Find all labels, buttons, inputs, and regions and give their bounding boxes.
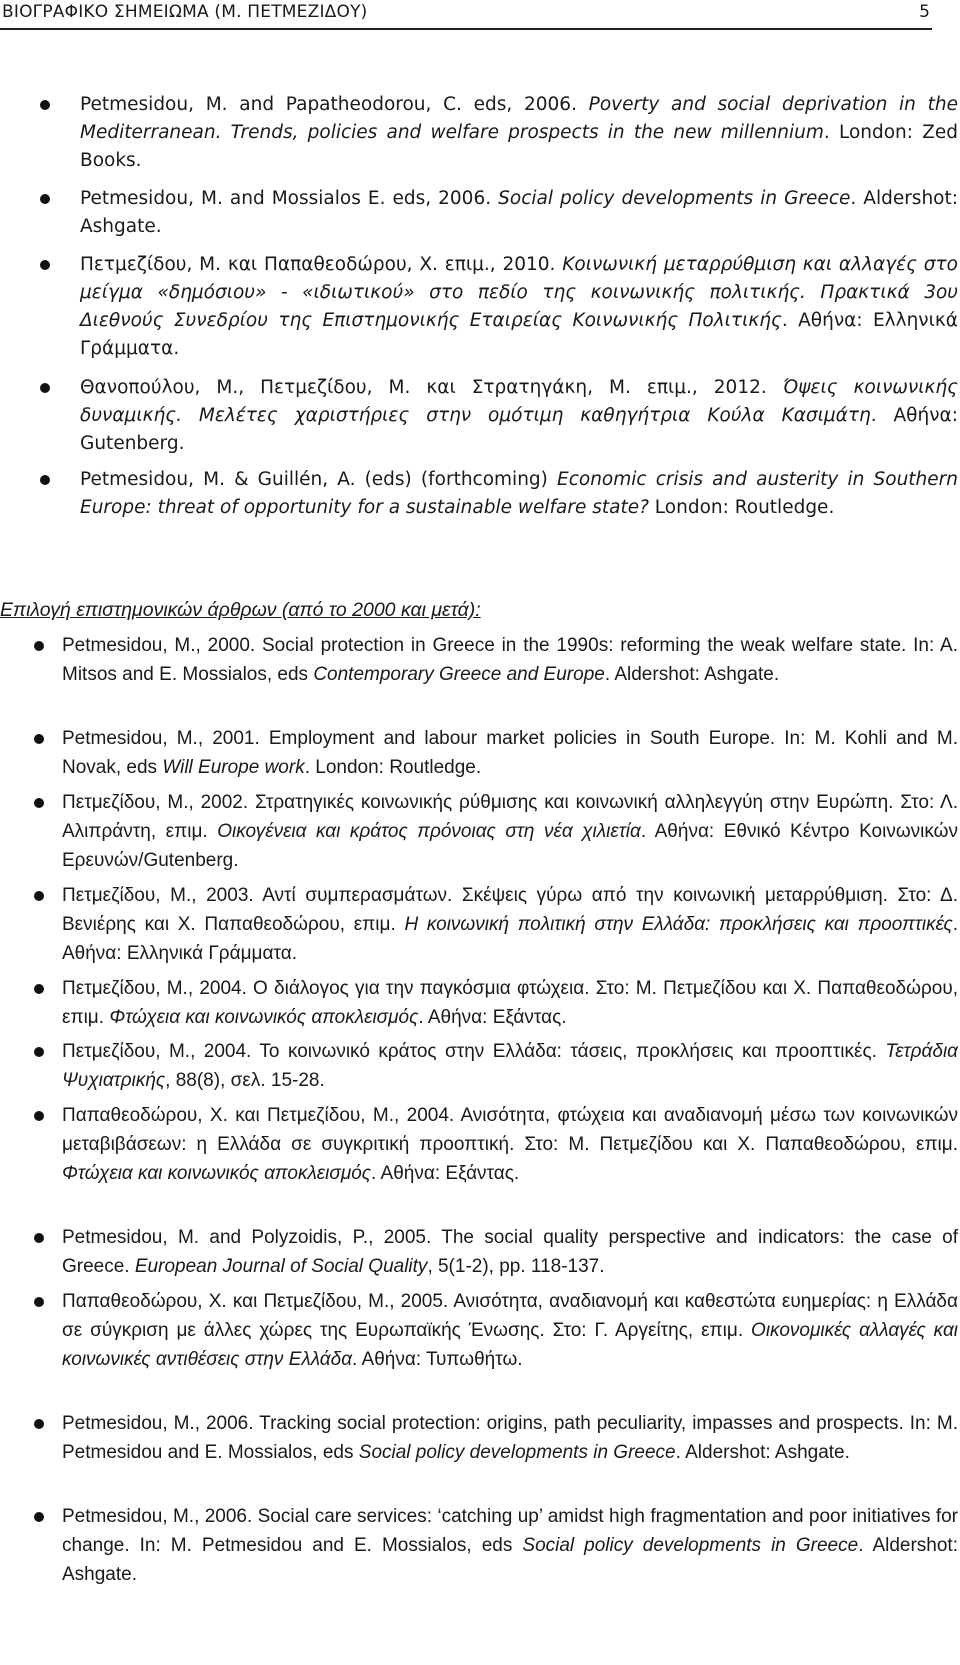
entry-text: Πετμεζίδου, Μ., 2004. Ο διάλογος για την παγκόσμια φτώχεια. Στο: Μ. Πετμεζίδου και Χ. Παπαθεοδώρου, επιμ. <box>62 978 958 1028</box>
bullet-icon <box>34 1419 44 1429</box>
bullet-icon <box>34 984 44 994</box>
entry-text: Petmesidou, M. and Mossialos E. eds, 2006. <box>80 188 499 209</box>
entry-text: Πετμεζίδου, Μ., 2003. Αντί συμπερασμάτων. Σκέψεις γύρω από την κοινωνική μεταρρύθμιση. Στο: Δ. Βενιέρης και Χ. Παπαθεοδώρου, επιμ. <box>62 885 958 935</box>
article-entry <box>62 631 958 689</box>
bullet-icon <box>34 1512 44 1522</box>
header-title: ΒΙΟΓΡΑΦΙΚΟ ΣΗΜΕΙΩΜΑ (Μ. ΠΕΤΜΕΖΙΔΟΥ) <box>2 2 368 22</box>
entry-text: London: Routledge. <box>648 497 835 518</box>
book-entry <box>80 91 958 175</box>
article-entry <box>62 1502 958 1589</box>
entry-text: Πετμεζίδου, Μ., 2002. Στρατηγικές κοινωνικής ρύθμισης και κοινωνική αλληλεγγύη στην Ευρώπη. Στο: Λ. Αλιπράντη, επιμ. <box>62 792 958 842</box>
book-entry <box>80 374 958 458</box>
entry-text: . London: Zed Books. <box>80 122 958 171</box>
article-entry <box>62 1037 958 1095</box>
article-entry <box>62 1409 958 1467</box>
entry-title-italic: Όψεις κοινωνικής δυναμικής. Μελέτες χαριστήριες στην ομότιμη καθηγήτρια Κούλα Κασιμάτη <box>80 377 958 426</box>
entry-text: . Αθήνα: Εξάντας. <box>418 1007 567 1028</box>
entry-text: Παπαθεοδώρου, Χ. και Πετμεζίδου, Μ., 2005. Ανισότητα, αναδιανομή και καθεστώτα ευημερίας: η Ελλάδα σε σύγκριση με άλλες χώρες της Ευρωπαϊκής Ένωσης. Στο: Γ. Αργείτης, επιμ. <box>62 1291 958 1341</box>
article-entry <box>62 1101 958 1188</box>
bullet-icon <box>40 475 50 485</box>
entry-title-italic: Οικονομικές αλλαγές και κοινωνικές αντιθέσεις στην Ελλάδα <box>62 1320 959 1370</box>
entry-title-italic: Contemporary Greece and Europe <box>313 664 605 685</box>
entry-title-italic: Κοινωνική μεταρρύθμιση και αλλαγές στο μείγμα «δημόσιου» - «ιδιωτικού» στο πεδίο της κοινωνικής πολιτικής. Πρακτικά 3ου Διεθνούς Συνεδρίου της Επιστημονικής Εταιρείας Κοινωνικής Πολιτικής <box>80 254 958 331</box>
bullet-icon <box>34 641 44 651</box>
entry-text: . Aldershot: Ashgate. <box>80 188 958 237</box>
entry-title-italic: Will Europe work <box>162 757 305 778</box>
article-entry <box>62 788 958 875</box>
entry-title-italic: Οικογένεια και κράτος πρόνοιας στη νέα χιλιετία <box>217 821 641 842</box>
book-entry <box>80 251 958 363</box>
entry-title-italic: Social policy developments in Greece <box>358 1442 676 1463</box>
bullet-icon <box>34 1297 44 1307</box>
entry-title-italic: Social policy developments in Greece <box>498 188 851 209</box>
book-entry <box>80 185 958 241</box>
article-entry <box>62 1287 958 1374</box>
article-entry <box>62 974 958 1032</box>
entry-title-italic: Τετράδια Ψυχιατρικής <box>62 1041 958 1091</box>
entry-title-italic: Φτώχεια και κοινωνικός αποκλεισμός <box>62 1163 372 1184</box>
bullet-icon <box>34 891 44 901</box>
entry-text: Petmesidou, M. and Papatheodorou, C. eds, 2006. <box>80 94 589 115</box>
entry-text: Petmesidou, M., 2006. Social care services: ‘catching up’ amidst high fragmentation and poor initiatives for change. In: M. Petmesidou and E. Mossialos, eds <box>62 1506 958 1556</box>
entry-text: . Aldershot: Ashgate. <box>675 1442 850 1463</box>
bullet-icon <box>34 798 44 808</box>
entry-text: . Αθήνα: Gutenberg. <box>80 405 958 454</box>
entry-text: , 88(8), σελ. 15-28. <box>165 1070 325 1091</box>
article-entry <box>62 1223 958 1281</box>
bullet-icon <box>40 100 50 110</box>
entry-text: . Αθήνα: Εξάντας. <box>371 1163 520 1184</box>
entry-title-italic: European Journal of Social Quality <box>134 1256 428 1277</box>
entry-title-italic: Poverty and social deprivation in the Mediterranean. Trends, policies and welfare prospects in the new millennium <box>80 94 958 143</box>
entry-title-italic: Η κοινωνική πολιτική στην Ελλάδα: προκλήσεις και προοπτικές <box>404 914 953 935</box>
bullet-icon <box>40 260 50 270</box>
entry-text: , 5(1-2), pp. 118-137. <box>427 1256 605 1277</box>
entry-text: Petmesidou, M., 2006. Tracking social protection: origins, path peculiarity, impasses and prospects. In: M. Petmesidou and E. Mossialos, eds <box>62 1413 958 1463</box>
entry-text: Θανοπούλου, Μ., Πετμεζίδου, Μ. και Στρατηγάκη, Μ. επιμ., 2012. <box>80 377 783 398</box>
entry-title-italic: Social policy developments in Greece <box>522 1535 859 1556</box>
entry-text: . Αθήνα: Ελληνικά Γράμματα. <box>80 310 958 359</box>
entry-title-italic: Φτώχεια και κοινωνικός αποκλεισμός <box>109 1007 419 1028</box>
entry-text: Petmesidou, M. and Polyzoidis, P., 2005. The social quality perspective and indicators: the case of Greece. <box>62 1227 958 1277</box>
bullet-icon <box>34 1111 44 1121</box>
entry-text: Πετμεζίδου, Μ. και Παπαθεοδώρου, Χ. επιμ., 2010. <box>80 254 563 275</box>
entry-text: . Αθήνα: Τυπωθήτω. <box>352 1349 523 1370</box>
article-entry <box>62 724 958 782</box>
bullet-icon <box>34 1047 44 1057</box>
page-number: 5 <box>919 2 930 22</box>
entry-text: Παπαθεοδώρου, Χ. και Πετμεζίδου, Μ., 2004. Ανισότητα, φτώχεια και αναδιανομή μέσω των κοινωνικών μεταβιβάσεων: η Ελλάδα σε συγκριτική προοπτική. Στο: Μ. Πετμεζίδου και Χ. Παπαθεοδώρου, επιμ. <box>62 1105 958 1155</box>
entry-text: . Αθήνα: Εθνικό Κέντρο Κοινωνικών Ερευνών/Gutenberg. <box>62 821 958 871</box>
entry-text: . London: Routledge. <box>304 757 482 778</box>
bullet-icon <box>34 1233 44 1243</box>
entry-title-italic: Economic crisis and austerity in Southern Europe: threat of opportunity for a sustainable welfare state? <box>80 469 958 518</box>
entry-text: . Aldershot: Ashgate. <box>604 664 780 685</box>
bullet-icon <box>40 383 50 393</box>
entry-text: . Αθήνα: Ελληνικά Γράμματα. <box>62 914 958 964</box>
page-header <box>0 0 932 30</box>
book-entry <box>80 466 958 522</box>
articles-heading: Επιλογή επιστημονικών άρθρων (από το 2000 και μετά): <box>0 599 481 621</box>
bullet-icon <box>40 194 50 204</box>
entry-text: Petmesidou, M., 2000. Social protection in Greece in the 1990s: reforming the weak welfare state. In: A. Mitsos and E. Mossialos, eds <box>62 635 958 685</box>
bullet-icon <box>34 734 44 744</box>
entry-text: Petmesidou, M. & Guillén, A. (eds) (forthcoming) <box>80 469 558 490</box>
entry-text: . Aldershot: Ashgate. <box>62 1535 958 1585</box>
article-entry <box>62 881 958 968</box>
entry-text: Πετμεζίδου, Μ., 2004. Το κοινωνικό κράτος στην Ελλάδα: τάσεις, προκλήσεις και προοπτικές. <box>62 1041 886 1062</box>
entry-text: Petmesidou, M., 2001. Employment and labour market policies in South Europe. In: M. Kohli and M. Novak, eds <box>62 728 958 778</box>
